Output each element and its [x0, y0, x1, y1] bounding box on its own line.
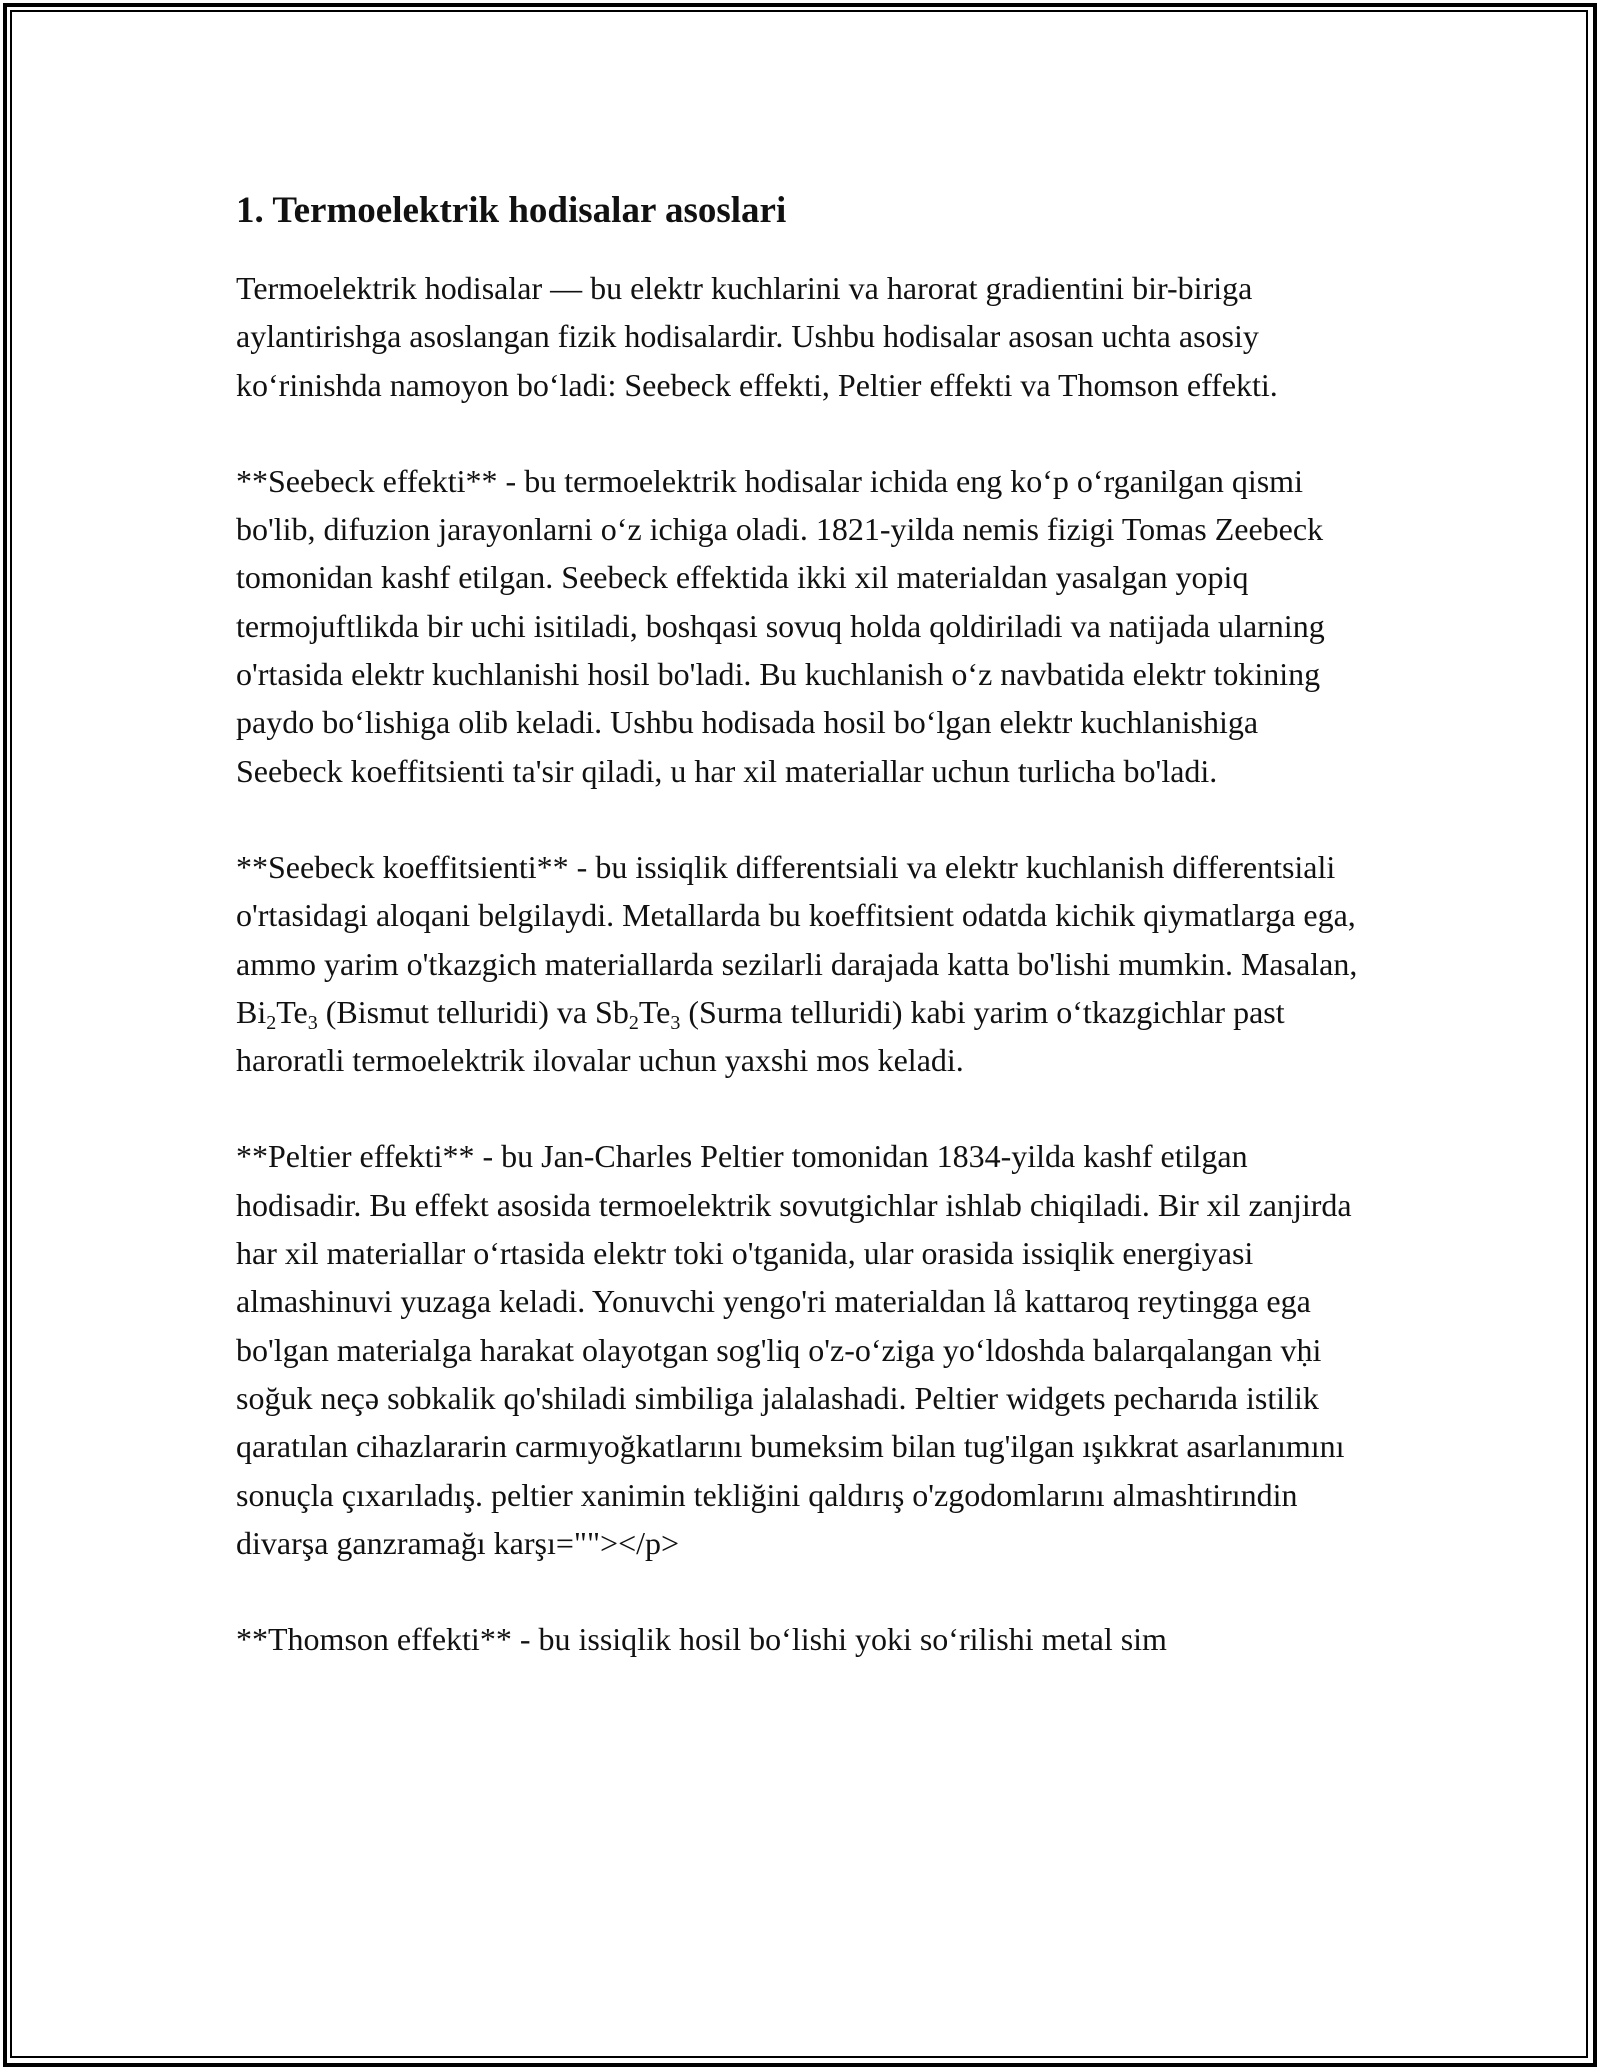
formula-subscript: 2	[628, 1011, 639, 1034]
formula-subscript: 3	[307, 1011, 318, 1034]
coefficient-text-part3: (Surma telluridi) kabi yarim oʻtkazgichlar past haroratli termoelektrik ilovalar uchun yaxshi mos keladi.	[236, 993, 1285, 1079]
formula-bi2te3	[236, 993, 318, 1034]
coefficient-text-part1: **Seebeck koeffitsienti** - bu issiqlik differentsiali va elektr kuchlanish differentsiali o'rtasidagi aloqani belgilaydi. Metallarda bu koeffitsient odatda kichik qiymatlarga ega, ammo yarim o'tkazgich materiallarda sezilarli darajada katta bo'lishi mumkin. Masalan,	[236, 848, 1358, 982]
coefficient-text-part2: (Bismut telluridi) va	[317, 993, 596, 1030]
peltier-effect-paragraph: **Peltier effekti** - bu Jan-Charles Peltier tomonidan 1834-yilda kashf etilgan hodisadir. Bu effekt asosida termoelektrik sovutgichlar ishlab chiqiladi. Bir xil zanjirda har xil materiallar oʻrtasida elektr toki o'tganida, ular orasida issiqlik energiyasi almashinuvi yuzaga keladi. Yonuvchi yengo'ri materialdan lå kattaroq reytingga ega bo'lgan materialga harakat olayotgan sog'liq o'z-oʻziga yoʻldoshda balarqalangan vḥi soğuk neçə sobkalik qo'shiladi simbiliga jalalashadi. Peltier widgets pecharıda istilik qaratılan cihazlararin carmıyoğkatlarını bumeksim bilan tug'ilgan ışıkkrat asarlanımını sonuçla çıxarıladış. peltier xanimin tekliğini qaldırış o'zgodomlarını almashtirındin divarşa ganzramağı karşı=""></p>	[236, 1138, 1352, 1561]
document-body	[236, 188, 1366, 1711]
thomson-effect-paragraph: **Thomson effekti** - bu issiqlik hosil boʻlishi yoki soʻrilishi metal sim	[236, 1621, 1167, 1658]
formula-element-te: Te	[276, 993, 308, 1030]
seebeck-coefficient-paragraph	[236, 843, 1366, 1084]
formula-sb2te3	[595, 993, 681, 1034]
formula-subscript: 2	[266, 1011, 277, 1034]
formula-element-te: Te	[638, 993, 671, 1030]
formula-element-bi: Bi	[236, 993, 267, 1030]
formula-subscript: 3	[670, 1011, 681, 1034]
formula-element-sb: Sb	[595, 993, 629, 1030]
seebeck-effect-paragraph: **Seebeck effekti** - bu termoelektrik hodisalar ichida eng koʻp oʻrganilgan qismi bo'lib, difuzion jarayonlarni oʻz ichiga oladi. 1821-yilda nemis fizigi Tomas Zeebeck tomonidan kashf etilgan. Seebeck effektida ikki xil materialdan yasalgan yopiq termojuftlikda bir uchi isitiladi, boshqasi sovuq holda qoldiriladi va natijada ularning o'rtasida elektr kuchlanishi hosil bo'ladi. Bu kuchlanish oʻz navbatida elektr tokining paydo boʻlishiga olib keladi. Ushbu hodisada hosil boʻlgan elektr kuchlanishiga Seebeck koeffitsienti ta'sir qiladi, u har xil materiallar uchun turlicha bo'ladi.	[236, 462, 1325, 789]
section-heading: 1. Termoelektrik hodisalar asoslari	[236, 190, 787, 231]
intro-paragraph: Termoelektrik hodisalar — bu elektr kuchlarini va harorat gradientini bir-biriga aylantirishga asoslangan fizik hodisalardir. Ushbu hodisalar asosan uchta asosiy koʻrinishda namoyon boʻladi: Seebeck effekti, Peltier effekti va Thomson effekti.	[236, 270, 1278, 403]
